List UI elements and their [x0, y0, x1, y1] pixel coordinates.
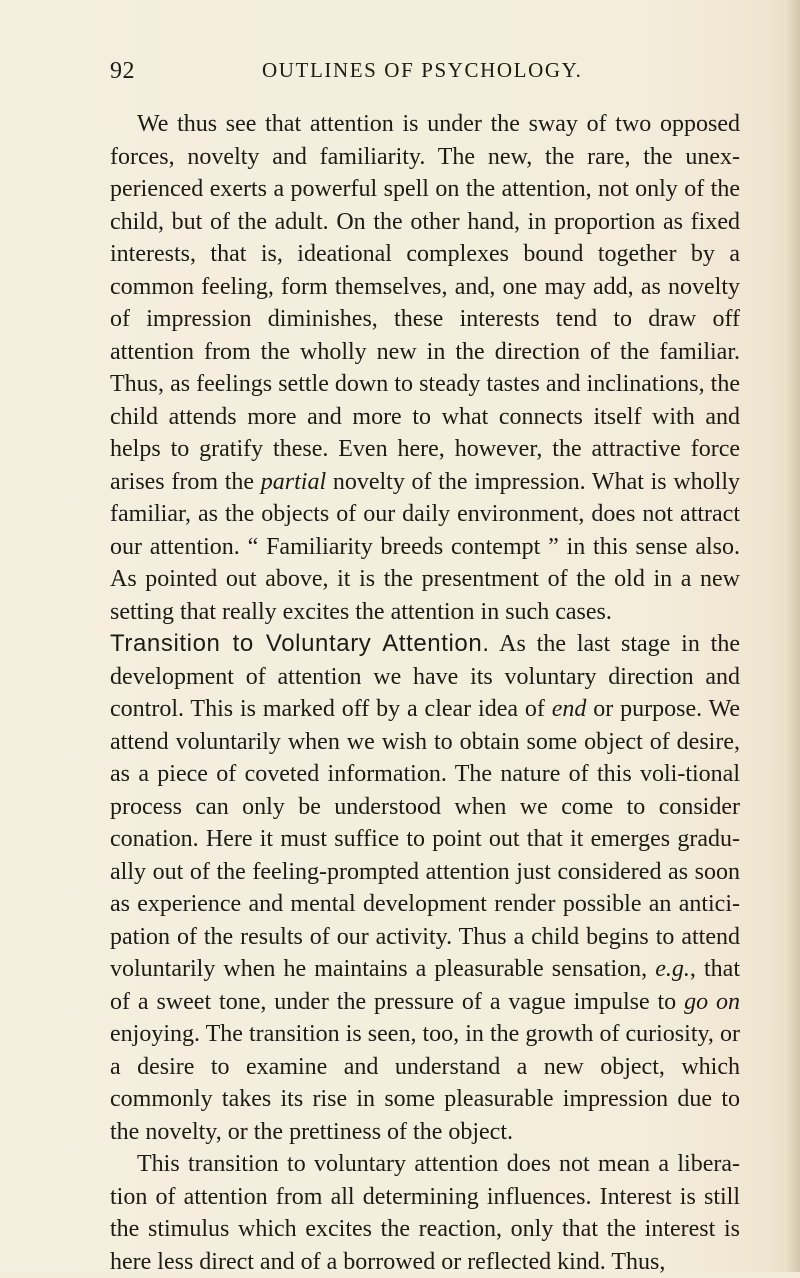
- section-heading: Transition to Voluntary Attention.: [110, 630, 490, 657]
- text-run: As the last stage in the development of attention we have its voluntary direction and control. This is marked off by a clear idea of: [110, 631, 741, 722]
- page-header: [110, 58, 750, 88]
- italic-partial: partial: [260, 468, 327, 495]
- page-edge-shadow: [786, 0, 800, 1272]
- text-run: , that of a sweet tone, under the pressure of a vague impulse to: [110, 956, 740, 1015]
- text-run: This transition to voluntary attention does not mean a libera-tion of attention from all determining influences. Interest is still the stimulus which excites the reaction, only that the interest is here less direct and of a borrowed or reflected kind. Thus,: [110, 1151, 740, 1275]
- page-number: 92: [110, 58, 135, 84]
- paragraph-novelty-familiarity: [110, 108, 740, 628]
- paragraph-transition-liberation: [110, 1148, 740, 1278]
- italic-go-on: go on: [684, 988, 741, 1015]
- text-run: enjoying. The transition is seen, too, in the growth of curiosity, or a desire to examine and understand a new object, which commonly takes its rise in some pleasurable impression due to the novelty, or the prettiness of the object.: [110, 1021, 740, 1145]
- italic-end: end: [551, 696, 587, 722]
- text-run: novelty of the impression. What is wholly familiar, as the objects of our daily environment, does not attract our attention. “ Familiarity breeds contempt ” in this sense also. As pointed out above, it is the presentment of the old in a new setting that really excites the attention in such cases.: [110, 468, 740, 625]
- body-text: [110, 108, 740, 1278]
- text-run: We thus see that attention is under the sway of two opposed forces, novelty and familiarity. The new, the rare, the unex-perienced exerts a powerful spell on the attention, not only of the child, but of the adult. On the other hand, in proportion as fixed interests, that is, ideational complexes bound together by a common feeling, form themselves, and, one may add, as novelty of impression diminishes, these interests tend to draw off attention from the wholly new in the direction of the familiar. Thus, as feelings settle down to steady tastes and inclinations, the child attends more and more to what connects itself with and helps to gratify these. Even here, however, the attractive force arises from the: [110, 111, 740, 495]
- running-head: OUTLINES OF PSYCHOLOGY.: [262, 58, 583, 82]
- paragraph-voluntary-attention: [110, 628, 740, 1148]
- text-run: or purpose. We attend voluntarily when we wish to obtain some object of desire, as a piece of coveted information. The nature of this voli-tional process can only be understood when we come to consider conation. Here it must suffice to point out that it emerges gradu-ally out of the feeling-prompted attention just considered as soon as experience and mental development render possible an antici-pation of the results of our activity. Thus a child begins to attend voluntarily when he maintains a pleasurable sensation,: [110, 696, 740, 982]
- italic-eg: e.g.: [655, 956, 690, 982]
